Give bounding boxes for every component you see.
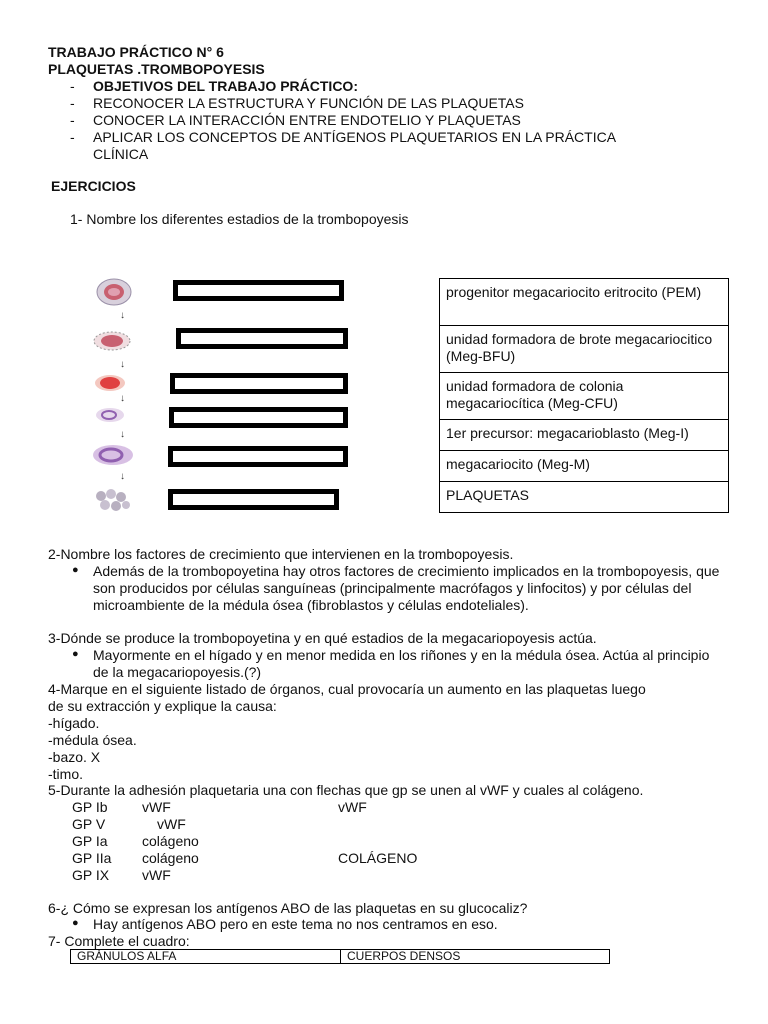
gp-target: colágeno (142, 833, 199, 849)
stage-cell: megacariocito (Meg-M) (440, 451, 728, 482)
gp-label: GP Ib (72, 799, 108, 815)
answer-box-stage-3[interactable] (170, 373, 348, 394)
megakaryoblast-cell-icon (92, 405, 128, 425)
granules-table (70, 949, 610, 964)
question-1: 1- Nombre los diferentes estadios de la trombopoyesis (70, 211, 409, 227)
question-4-line-1: 4-Marque en el siguiente listado de órganos, cual provocaría un aumento en las plaquetas luego (48, 681, 646, 697)
meg-cfu-cell-icon (92, 372, 128, 394)
meg-bfu-cell-icon (90, 329, 134, 353)
bullet-icon: ● (72, 648, 79, 660)
stage-cell: PLAQUETAS (446, 487, 529, 503)
stage-cell: unidad formadora de brote megacariocitico (Meg-BFU) (440, 326, 728, 373)
question-6: 6-¿ Cómo se expresan los antígenos ABO de las plaquetas en su glucocaliz? (48, 900, 528, 916)
question-7: 7- Complete el cuadro: (48, 933, 190, 949)
gp-target: vWF (142, 867, 171, 883)
doc-title: TRABAJO PRÁCTICO N° 6 (48, 44, 224, 60)
table-header-alpha: GRÁNULOS ALFA (71, 950, 341, 963)
stages-table (439, 278, 729, 513)
question-2: 2-Nombre los factores de crecimiento que intervienen en la trombopoyesis. (48, 546, 514, 562)
gp-label: GP V (72, 816, 106, 832)
megakaryocyte-cell-icon (90, 443, 136, 467)
question-3: 3-Dónde se produce la trombopoyetina y en qué estadios de la megacariopoyesis actúa. (48, 630, 597, 646)
bullet-icon: ● (72, 917, 79, 929)
stage-cell: unidad formadora de colonia megacariocítica (Meg-CFU) (440, 373, 728, 420)
colageno-column-label: COLÁGENO (338, 850, 418, 866)
answer-2: Además de la trombopoyetina hay otros factores de crecimiento implicados en la trombopoyesis, que son producidos por células sanguíneas (principalmente macrófagos y linfocitos) y por células del microambiente de la médula ósea (fibroblastos y células endoteliales). (93, 563, 720, 613)
gp-label: GP IX (72, 867, 110, 883)
objective-item: APLICAR LOS CONCEPTOS DE ANTÍGENOS PLAQUETARIOS EN LA PRÁCTICA (93, 129, 617, 145)
answer-6: Hay antígenos ABO pero en este tema no nos centramos en eso. (93, 916, 498, 932)
objectives-heading: OBJETIVOS DEL TRABAJO PRÁCTICO: (93, 78, 358, 94)
dash-marker: - (70, 95, 75, 111)
down-arrow-icon: ↓ (120, 471, 125, 482)
table-header-dense: CUERPOS DENSOS (347, 949, 461, 963)
answer-box-stage-4[interactable] (169, 407, 348, 428)
answer-3: Mayormente en el hígado y en menor medida en los riñones y en la médula ósea. Actúa al principio de la megacariopoyesis.(?) (93, 647, 710, 680)
gp-target: vWF (142, 799, 171, 815)
gp-target: vWF (157, 816, 186, 832)
objective-item-continuation: CLÍNICA (93, 146, 149, 162)
organ-item: -hígado. (48, 715, 100, 731)
stage-cell: 1er precursor: megacarioblasto (Meg-I) (440, 420, 728, 451)
question-4-line-2: de su extracción y explique la causa: (48, 698, 277, 714)
gp-label: GP Ia (72, 833, 108, 849)
down-arrow-icon: ↓ (120, 359, 125, 370)
gp-target: colágeno (142, 850, 199, 866)
down-arrow-icon: ↓ (120, 310, 125, 321)
organ-item: -médula ósea. (48, 732, 137, 748)
organ-item: -timo. (48, 766, 83, 782)
dash-marker: - (70, 129, 75, 145)
down-arrow-icon: ↓ (120, 393, 125, 404)
question-5: 5-Durante la adhesión plaquetaria una con flechas que gp se unen al vWF y cuales al colágeno. (48, 782, 644, 798)
exercises-heading: EJERCICIOS (51, 178, 136, 194)
answer-box-stage-1[interactable] (173, 280, 344, 301)
dash-marker: - (70, 112, 75, 128)
objective-item: RECONOCER LA ESTRUCTURA Y FUNCIÓN DE LAS PLAQUETAS (93, 95, 524, 111)
dash-marker: - (70, 78, 75, 94)
objective-item: CONOCER LA INTERACCIÓN ENTRE ENDOTELIO Y PLAQUETAS (93, 112, 521, 128)
pem-cell-icon (94, 277, 134, 307)
answer-box-stage-2[interactable] (176, 328, 348, 349)
platelets-icon (92, 486, 134, 514)
gp-label: GP IIa (72, 850, 112, 866)
vwf-column-label: vWF (338, 799, 367, 815)
down-arrow-icon: ↓ (120, 429, 125, 440)
doc-subtitle: PLAQUETAS .TROMBOPOYESIS (48, 61, 265, 77)
answer-box-stage-5[interactable] (168, 446, 348, 467)
organ-item: -bazo. X (48, 749, 101, 765)
answer-box-stage-6[interactable] (168, 489, 339, 510)
bullet-icon: ● (72, 564, 79, 576)
stage-cell: progenitor megacariocito eritrocito (PEM) (440, 279, 728, 326)
